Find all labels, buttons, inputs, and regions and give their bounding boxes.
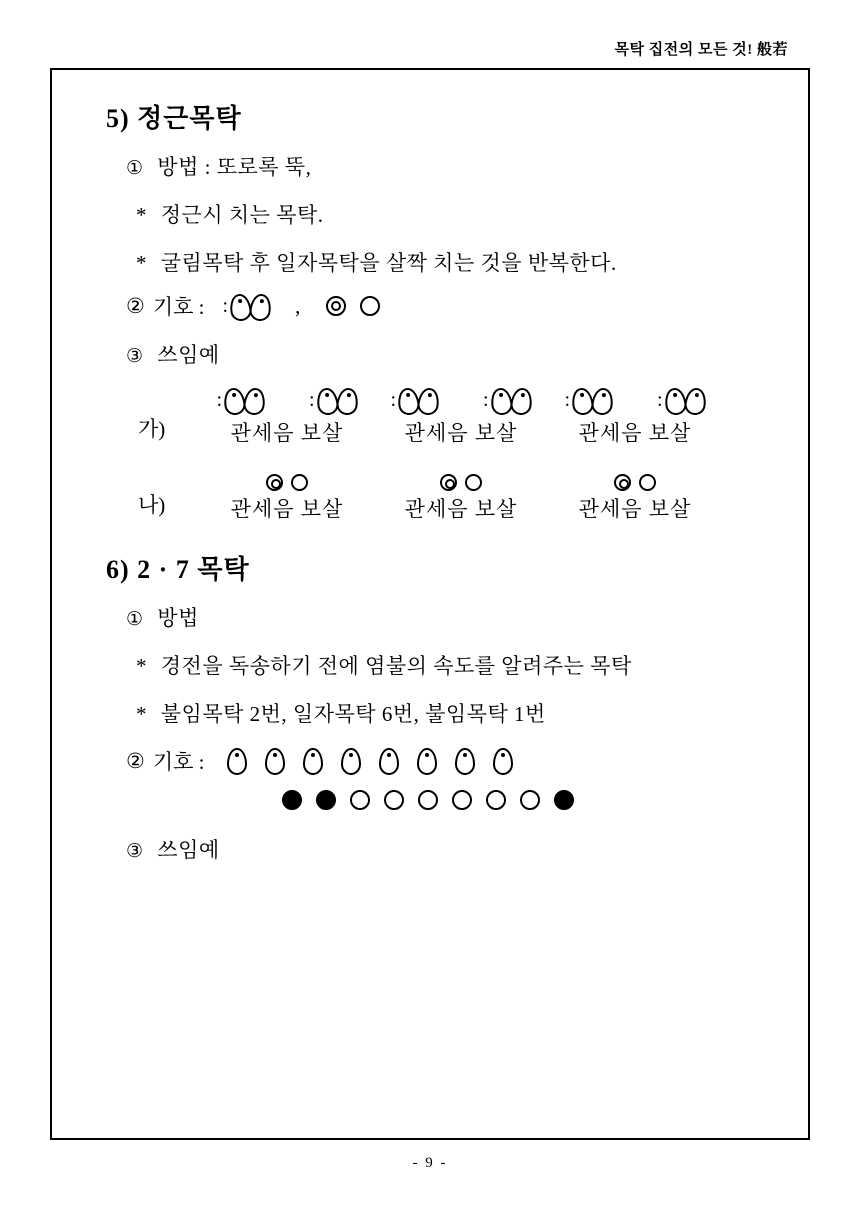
- circle-filled-icon: [316, 790, 336, 810]
- beat-circle-row: [282, 790, 778, 810]
- wooden-gong-double-icon: :: [309, 385, 358, 415]
- asterisk-icon: *: [136, 654, 147, 678]
- symbol-label: 기호 :: [152, 295, 205, 319]
- section6-note-2: [136, 698, 778, 728]
- circle-open-icon: [350, 790, 370, 810]
- list-text: 쓰임예: [157, 343, 220, 367]
- running-header: [615, 38, 788, 59]
- usage-column: [374, 385, 548, 447]
- circle-open-icon: [520, 790, 540, 810]
- usage-block-na: [138, 467, 778, 523]
- section5-item-1: [126, 151, 778, 181]
- circle-double-icon: [326, 296, 346, 316]
- wooden-gong-icon: [341, 748, 361, 775]
- usage-text: 관세음 보살: [230, 421, 344, 445]
- usage-column: [548, 467, 722, 523]
- wooden-gong-icon: [303, 748, 323, 775]
- section6-item-1: [126, 602, 778, 632]
- wooden-gong-double-icon: :: [564, 385, 613, 415]
- usage-column: [200, 385, 374, 447]
- list-marker: ②: [126, 748, 145, 773]
- circle-double-icon: [266, 474, 283, 491]
- section5-symbol-line: [126, 291, 778, 321]
- circle-double-icon: [440, 474, 457, 491]
- usage-column: [548, 385, 722, 447]
- wooden-gong-icon: [417, 748, 437, 775]
- usage-text: 관세음 보살: [404, 497, 518, 521]
- asterisk-icon: *: [136, 251, 147, 275]
- symbol-label: 기호 :: [152, 750, 205, 774]
- section5-note-1: [136, 199, 778, 229]
- wooden-gong-double-icon: :: [223, 291, 272, 321]
- usage-label-na: 나): [138, 493, 166, 517]
- header-title-cn: 般若: [756, 40, 788, 58]
- wooden-gong-double-icon: :: [216, 385, 265, 415]
- wooden-gong-icon: [227, 748, 247, 775]
- wooden-gong-double-icon: :: [390, 385, 439, 415]
- circle-open-icon: [418, 790, 438, 810]
- usage-column: [200, 467, 374, 523]
- note-text: 불임목탁 2번, 일자목탁 6번, 불임목탁 1번: [160, 702, 546, 726]
- circle-open-icon: [639, 474, 656, 491]
- wooden-gong-double-icon: :: [483, 385, 532, 415]
- list-marker: ③: [126, 346, 144, 367]
- usage-label-ga: 가): [138, 417, 166, 441]
- section-heading-6: 6) 2 · 7 목탁: [106, 555, 250, 584]
- page-footer: - 9 -: [412, 1155, 448, 1171]
- section5-item-3: [126, 339, 778, 369]
- usage-text: 관세음 보살: [578, 421, 692, 445]
- usage-text: 관세음 보살: [404, 421, 518, 445]
- usage-text: 관세음 보살: [230, 497, 344, 521]
- usage-block-ga: [138, 385, 778, 447]
- list-text: 방법: [157, 606, 199, 630]
- wooden-gong-double-icon: :: [657, 385, 706, 415]
- wooden-gong-row: [227, 748, 523, 775]
- wooden-gong-icon: [455, 748, 475, 775]
- list-marker: ②: [126, 293, 145, 318]
- wooden-gong-icon: [379, 748, 399, 775]
- section-heading-5: 5) 정근목탁: [106, 104, 242, 133]
- circle-open-icon: [384, 790, 404, 810]
- comma-separator: ,: [295, 293, 301, 318]
- circle-filled-icon: [282, 790, 302, 810]
- list-marker: ①: [126, 609, 144, 630]
- note-text: 굴림목탁 후 일자목탁을 살짝 치는 것을 반복한다.: [160, 251, 617, 275]
- list-marker: ③: [126, 841, 144, 862]
- note-text: 정근시 치는 목탁.: [160, 203, 324, 227]
- section6-symbol-line: [126, 746, 778, 776]
- circle-open-icon: [452, 790, 472, 810]
- asterisk-icon: *: [136, 203, 147, 227]
- usage-column: [374, 467, 548, 523]
- list-marker: ①: [126, 158, 144, 179]
- circle-open-icon: [291, 474, 308, 491]
- asterisk-icon: *: [136, 702, 147, 726]
- list-text: 방법 : 또로록 뚝,: [157, 155, 312, 179]
- wooden-gong-icon: [493, 748, 513, 775]
- section6-item-3: [126, 834, 778, 864]
- list-text: 쓰임예: [157, 838, 220, 862]
- circle-open-icon: [465, 474, 482, 491]
- circle-double-icon: [614, 474, 631, 491]
- section6-note-1: [136, 650, 778, 680]
- usage-text: 관세음 보살: [578, 497, 692, 521]
- note-text: 경전을 독송하기 전에 염불의 속도를 알려주는 목탁: [160, 654, 632, 678]
- section5-note-2: [136, 247, 778, 277]
- circle-open-icon: [360, 296, 380, 316]
- circle-open-icon: [486, 790, 506, 810]
- wooden-gong-icon: [265, 748, 285, 775]
- header-title-ko: 목탁 집전의 모든 것!: [614, 42, 753, 58]
- page-frame: [50, 68, 810, 1140]
- circle-filled-icon: [554, 790, 574, 810]
